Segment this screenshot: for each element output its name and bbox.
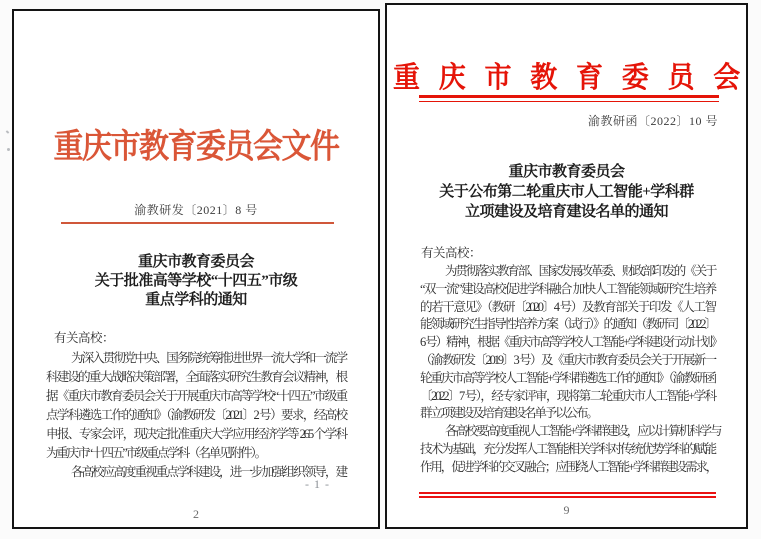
notice-title bbox=[14, 253, 378, 310]
body-line: 能领域研究生指导性培养方案（试行）》的通知（教研司〔2022〕 bbox=[420, 317, 715, 332]
notice-title-line: 重点学科的通知 bbox=[145, 292, 247, 308]
body-line: 的若干意见》（教研〔2020〕4 号）及教育部关于印发《人工智 bbox=[420, 299, 715, 314]
body-line: 据《重庆市教育委员会关于开展重庆市高等学校“十四五”市级重 bbox=[46, 389, 346, 403]
body-line: 申报、专家会评，现决定批准重庆大学应用经济学等 265 个学科 bbox=[46, 427, 346, 441]
letterhead-divider-rule bbox=[61, 222, 334, 224]
body-line: 〔2022〕7 号），经专家评审，现将第二轮重庆市人工智能+学科 bbox=[420, 388, 715, 403]
body-line: 群立项建设及培育建设名单予以公布。 bbox=[420, 406, 597, 421]
body-line: 科建设的重大战略决策部署，全面落实研究生教育会议精神，根 bbox=[46, 370, 346, 384]
body-line: 6 号）精神，根据《重庆市高等学校人工智能+学科建设行动计划》 bbox=[420, 335, 722, 350]
letterhead-divider-rule bbox=[419, 95, 719, 102]
document-number: 渝教研发〔2021〕8 号 bbox=[134, 203, 258, 217]
body-line: 为重庆市“十四五”市级重点学科（名单见附件）。 bbox=[46, 446, 266, 460]
notice-title-line: 立项建设及培育建设名单的通知 bbox=[464, 204, 668, 220]
salutation: 有关高校： bbox=[421, 246, 482, 260]
body-line: 轮重庆市高等学校人工智能+学科群遴选工作的通知》（渝教研函 bbox=[420, 370, 715, 385]
body-line: 各高校应高度重视重点学科建设，进一步加强组织领导，建 bbox=[71, 465, 346, 479]
body-line: 为深入贯彻党中央、国务院统筹推进世界一流大学和一流学 bbox=[71, 351, 346, 365]
notice-body bbox=[420, 263, 722, 477]
notice-body bbox=[46, 349, 346, 482]
body-line: 技术为基础，充分发挥人工智能相关学科对传统优势学科的赋能 bbox=[420, 441, 715, 456]
page-number: 2 bbox=[193, 507, 199, 521]
footer-divider-rule bbox=[419, 492, 716, 498]
notice-title bbox=[387, 162, 746, 222]
agency-letterhead: 重庆市教育委员会文件 bbox=[53, 128, 339, 166]
body-line: 点学科遴选工作的通知》（渝教研发〔2021〕2 号）要求，经高校 bbox=[46, 408, 346, 422]
agency-letterhead: 重 庆 市 教 育 委 员 会 bbox=[393, 61, 747, 94]
body-line: 为贯彻落实教育部、国家发展改革委、财政部印发的《关于 bbox=[445, 264, 716, 278]
scan-artifact bbox=[6, 130, 10, 133]
notice-title-line: 重庆市教育委员会 bbox=[137, 254, 254, 270]
body-line: 作用，促进学科的交叉融合；应围绕人工智能+学科群建设需求， bbox=[420, 459, 717, 474]
notice-title-line: 关于批准高等学校“十四五”市级 bbox=[94, 273, 298, 289]
document-number: 渝教研函〔2022〕10 号 bbox=[587, 114, 718, 128]
scan-artifact bbox=[7, 148, 10, 151]
body-line: 各高校要高度重视人工智能+学科群建设，应以计算机科学与 bbox=[445, 424, 721, 439]
notice-title-line: 重庆市教育委员会 bbox=[508, 164, 625, 180]
salutation: 有关高校： bbox=[54, 331, 115, 345]
left-document-page bbox=[12, 9, 380, 529]
right-document-page bbox=[385, 3, 748, 529]
body-line: （渝教研发〔2019〕3 号）及《重庆市教育委员会关于开展新一 bbox=[420, 352, 715, 367]
body-line: “双一流”建设高校促进学科融合 加快人工智能领域研究生培养 bbox=[420, 281, 715, 296]
inner-page-number: - 1 - bbox=[305, 477, 330, 491]
notice-title-line: 关于公布第二轮重庆市人工智能+学科群 bbox=[439, 184, 694, 200]
page-number: 9 bbox=[563, 503, 570, 517]
